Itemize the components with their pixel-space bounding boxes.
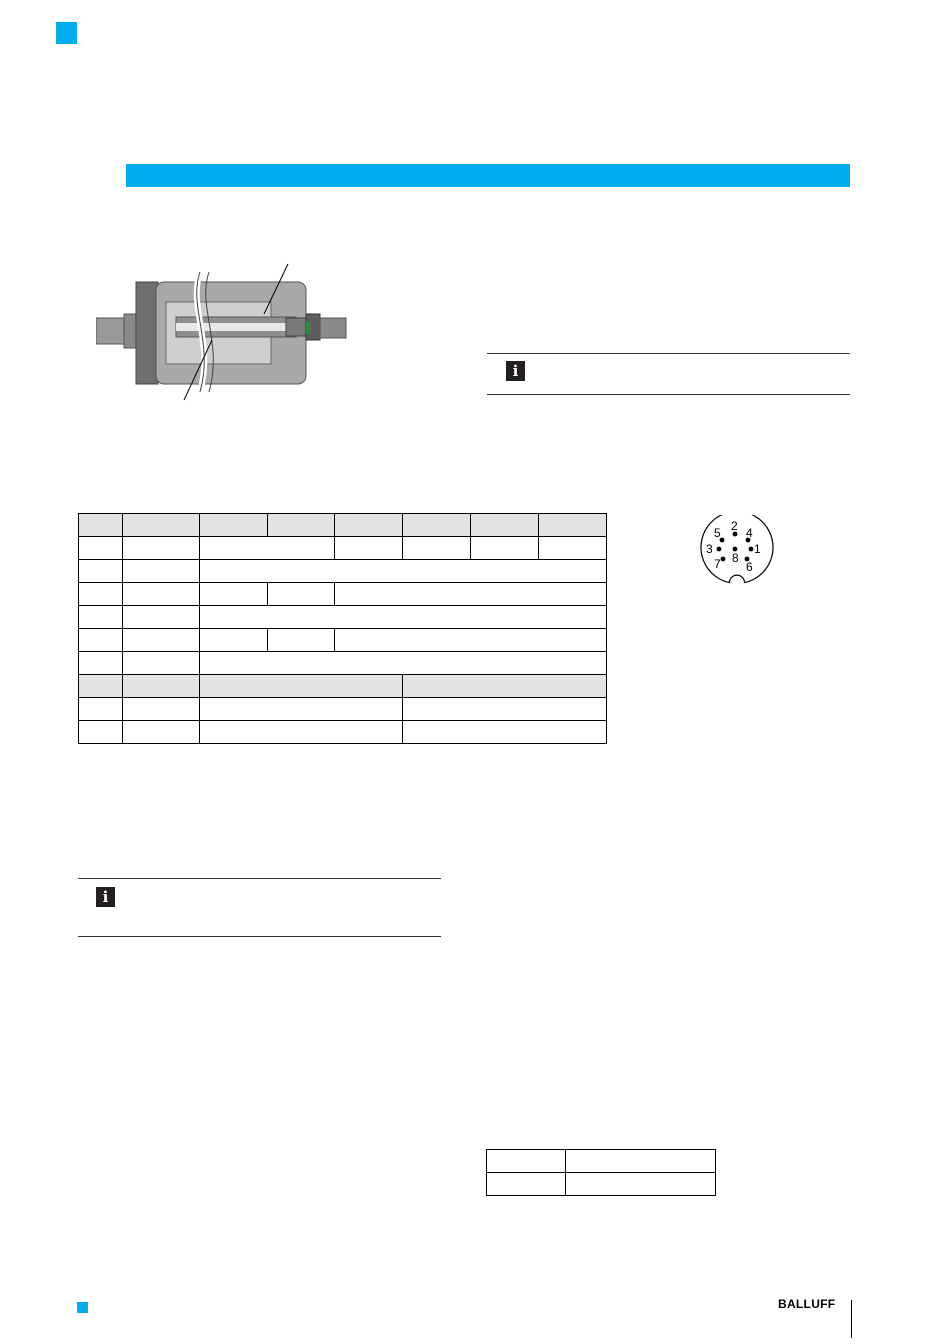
brand-logo: BALLUFF <box>778 1297 836 1311</box>
pin-label-3: 3 <box>706 542 713 556</box>
table-row <box>79 721 607 744</box>
info-icon: i <box>96 887 115 907</box>
table-row <box>487 1150 716 1173</box>
pin-label-6: 6 <box>746 560 753 574</box>
section-header-bar <box>126 164 850 187</box>
note-rule-top <box>487 353 850 354</box>
table-row <box>79 606 607 629</box>
sensor-cross-section-drawing <box>96 262 356 402</box>
connector-pinout-icon <box>696 515 796 600</box>
pin-label-7: 7 <box>714 557 721 571</box>
small-table <box>486 1149 716 1196</box>
note-rule-bottom <box>487 394 850 395</box>
pin-label-8: 8 <box>732 551 739 565</box>
pin-label-1: 1 <box>754 542 761 556</box>
table-row <box>79 583 607 606</box>
specification-table <box>78 513 607 744</box>
pin-label-2: 2 <box>731 519 738 533</box>
table-subheader-row <box>79 675 607 698</box>
corner-marker <box>56 22 77 44</box>
note-rule-bottom <box>78 936 441 937</box>
pin-label-5: 5 <box>714 526 721 540</box>
footer-divider <box>851 1300 852 1338</box>
footer-marker <box>77 1302 88 1313</box>
table-row <box>79 537 607 560</box>
table-row <box>487 1173 716 1196</box>
info-icon: i <box>506 361 525 381</box>
table-header-row <box>79 514 607 537</box>
table-row <box>79 560 607 583</box>
pin-label-4: 4 <box>746 526 753 540</box>
table-row <box>79 652 607 675</box>
table-row <box>79 698 607 721</box>
table-row <box>79 629 607 652</box>
note-rule-top <box>78 878 441 879</box>
